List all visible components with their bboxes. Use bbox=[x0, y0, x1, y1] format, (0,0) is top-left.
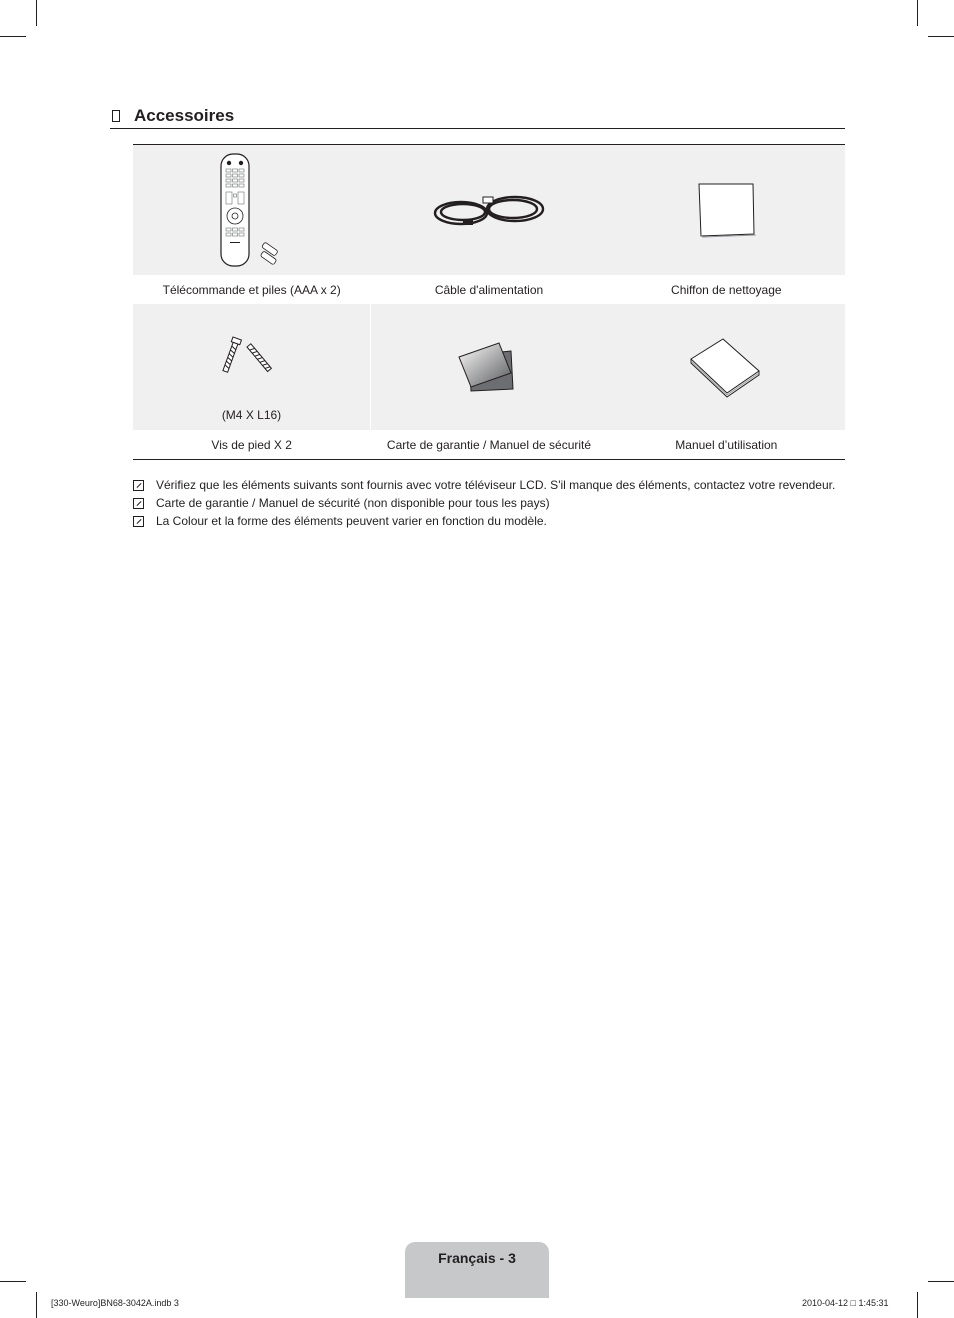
accessory-label: Manuel d’utilisation bbox=[675, 437, 778, 452]
crop-mark bbox=[928, 1281, 954, 1282]
screw-cell bbox=[133, 304, 371, 430]
accessory-label: Carte de garantie / Manuel de sécurité bbox=[386, 437, 592, 452]
accessories-label-row bbox=[133, 275, 845, 304]
accessory-label: Câble d'alimentation bbox=[434, 282, 544, 297]
page-number-tab bbox=[405, 1242, 549, 1298]
note-icon bbox=[133, 516, 144, 527]
section-heading bbox=[110, 104, 845, 129]
accessory-label: Vis de pied X 2 bbox=[211, 437, 292, 452]
accessories-label-row bbox=[133, 430, 845, 459]
warranty-card-icon bbox=[455, 337, 525, 397]
accessories-table bbox=[133, 144, 845, 460]
cleaning-cloth-cell bbox=[608, 145, 845, 275]
crop-mark bbox=[0, 1281, 26, 1282]
cleaning-cloth-icon bbox=[691, 180, 761, 240]
section-bullet-icon bbox=[112, 110, 120, 122]
note-item bbox=[133, 512, 853, 530]
power-cable-icon bbox=[429, 185, 549, 235]
accessory-label: Chiffon de nettoyage bbox=[671, 282, 782, 297]
file-slug: [330-Weuro]BN68-3042A.indb 3 bbox=[51, 1298, 179, 1308]
crop-mark bbox=[0, 36, 26, 37]
accessories-image-row bbox=[133, 304, 845, 430]
note-text: Carte de garantie / Manuel de sécurité (non disponible pour tous les pays) bbox=[156, 496, 550, 510]
crop-mark bbox=[917, 0, 918, 26]
note-text: Vérifiez que les éléments suivants sont fournis avec votre téléviseur LCD. S'il manque des éléments, contactez votre revendeur. bbox=[156, 478, 836, 492]
notes-list bbox=[133, 476, 853, 530]
user-manual-cell bbox=[608, 304, 845, 430]
note-item bbox=[133, 476, 853, 494]
section-title: Accessoires bbox=[134, 106, 235, 125]
screw-icon bbox=[217, 333, 287, 383]
note-item bbox=[133, 494, 853, 512]
power-cable-cell bbox=[370, 145, 607, 275]
crop-mark bbox=[917, 1292, 918, 1318]
accessory-label: Télécommande et piles (AAA x 2) bbox=[162, 282, 341, 297]
accessories-image-row bbox=[133, 145, 845, 275]
page-number: Français - 3 bbox=[438, 1250, 516, 1266]
crop-mark bbox=[928, 36, 954, 37]
note-icon bbox=[133, 480, 144, 491]
screw-size-caption: (M4 X L16) bbox=[221, 408, 282, 422]
remote-control-cell bbox=[133, 145, 370, 275]
user-manual-icon bbox=[687, 335, 767, 399]
warranty-card-cell bbox=[371, 304, 608, 430]
print-timestamp: 2010-04-12 □ 1:45:31 bbox=[802, 1298, 889, 1308]
remote-control-icon bbox=[207, 152, 297, 268]
crop-mark bbox=[36, 1292, 37, 1318]
note-text: La Colour et la forme des éléments peuvent varier en fonction du modèle. bbox=[156, 514, 547, 528]
note-icon bbox=[133, 498, 144, 509]
crop-mark bbox=[36, 0, 37, 26]
